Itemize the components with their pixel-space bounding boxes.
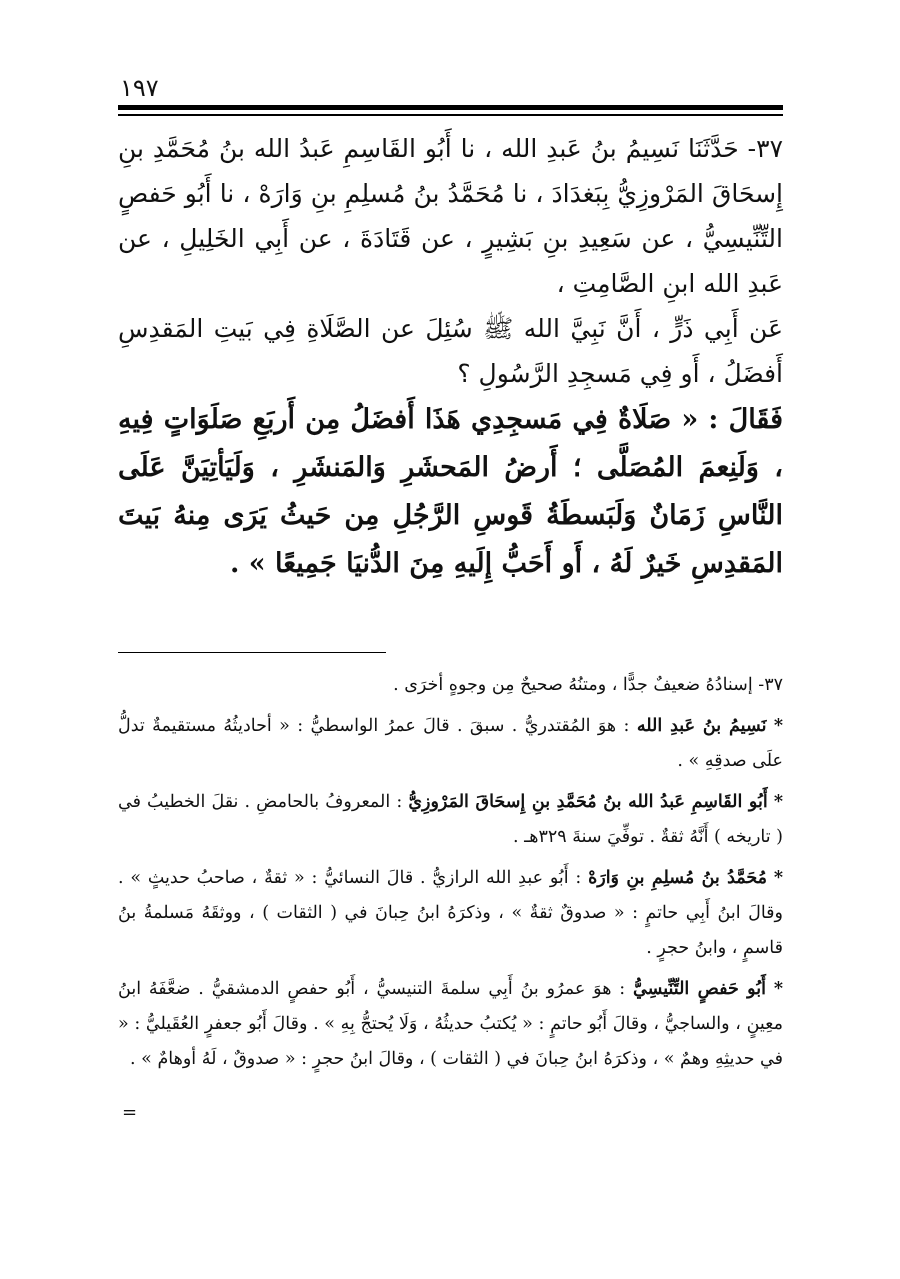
narrator-description: : هوَ المُقتدريُّ . سبقَ . قالَ عمرُ الواسطيُّ : « أحاديثُهُ مستقيمةٌ تدلُّ علَى صدقِهِ » . — [118, 716, 783, 771]
narrator-name: نَسِيمُ بنُ عَبدِ الله — [636, 716, 767, 736]
bullet-star: * — [773, 716, 783, 736]
continuation-mark: = — [122, 1102, 138, 1123]
footnote-narrator-2 — [118, 785, 783, 855]
page-number: ١٩٧ — [120, 74, 159, 102]
footnote-grading: ٣٧- إسنادُهُ ضعيفٌ جدًّا ، ومتنُهُ صحيحٌ مِن وجوهٍ أخرَى . — [393, 675, 783, 695]
isnad-paragraph: ٣٧- حَدَّثَنَا نَسِيمُ بنُ عَبدِ الله ، نا أَبُو القَاسِمِ عَبدُ الله بنُ مُحَمَّدِ بنِ إِسحَاقَ المَرْوزِيُّ بِبَغدَادَ ، نا مُحَمَّدُ بنُ مُسلِمِ بنِ وَارَهْ ، نا أَبُو حَفصٍ التِّنِّيسِيُّ ، عن سَعِيدِ بنِ بَشِيرٍ ، عن قَتَادَةَ ، عن أَبِي الخَلِيلِ ، عن عَبدِ الله ابنِ الصَّامِتِ ، — [118, 134, 783, 298]
bullet-star: * — [773, 792, 783, 812]
main-text — [118, 126, 783, 588]
narrator-description: : أَبُو عبدِ الله الرازيُّ . قالَ النسائيُّ : « ثقةٌ ، صاحبُ حديثٍ » . وقالَ ابنُ أَبِي حاتمٍ : « صدوقٌ ثقةٌ » ، وذكرَهُ ابنُ حِبانَ في ( الثقات ) ، ووثقَهُ مَسلمةُ بنُ قاسمٍ ، وابنُ حجرٍ . — [118, 868, 783, 958]
narrator-name: مُحَمَّدُ بنُ مُسلِمِ بنِ وَارَهْ — [588, 868, 768, 888]
header-rule-thin — [118, 114, 783, 116]
question-paragraph: عَن أَبِي ذَرٍّ ، أَنَّ نَبِيَّ الله ﷺ سُئِلَ عن الصَّلَاةِ فِي بَيتِ المَقدِسِ أَفضَلُ ، أَو فِي مَسجِدِ الرَّسُولِ ؟ — [118, 314, 783, 388]
narrator-name: أَبُو القَاسِمِ عَبدُ الله بنُ مُحَمَّدِ بنِ إِسحَاقَ المَرْوزِيُّ — [408, 792, 768, 812]
header-rule-thick — [118, 105, 783, 110]
bullet-star: * — [773, 979, 783, 999]
narrator-name: أَبُو حَفصٍ التِّنِّيسِيُّ — [633, 979, 766, 999]
footnotes — [118, 668, 783, 1077]
narrator-description: : هوَ عمرُو بنُ أَبِي سلمةَ التنيسيُّ ، أَبُو حفصٍ الدمشقيُّ . ضعَّفَهُ ابنُ معِينٍ ، والساجيُّ ، وقالَ أَبُو حاتمٍ : « يُكتبُ حديثُهُ ، وَلَا يُحتجُّ بِهِ » . وقالَ أَبُو جعفرٍ العُقَيليُّ : « في حديثِهِ وهمٌ » ، وذكرَهُ ابنُ حِبانَ في ( الثقات ) ، وقالَ ابنُ حجرٍ : « صدوقٌ ، لَهُ أوهامٌ » . — [118, 979, 783, 1069]
hadith-paragraph: فَقَالَ : « صَلَاةٌ فِي مَسجِدِي هَذَا أَفضَلُ مِن أَربَعِ صَلَوَاتٍ فِيهِ ، وَلَنِعمَ المُصَلَّى ؛ أَرضُ المَحشَرِ وَالمَنشَرِ ، وَلَيَأتِيَنَّ عَلَى النَّاسِ زَمَانٌ وَلَبَسطَةُ قَوسِ الرَّجُلِ مِن حَيثُ يَرَى مِنهُ بَيتَ المَقدِسِ خَيرٌ لَهُ ، أَو أَحَبُّ إِلَيهِ مِنَ الدُّنيَا جَمِيعًا » . — [118, 404, 783, 579]
narrator-description: : المعروفُ بالحامضِ . نقلَ الخطيبُ في ( تاريخه ) أَنَّهُ ثقةٌ . توفِّيَ سنةَ ٣٢٩هـ . — [118, 792, 783, 847]
footnote-narrator-3 — [118, 861, 783, 966]
footnote-narrator-1 — [118, 709, 783, 779]
footnote-narrator-4 — [118, 972, 783, 1077]
footnote-rule — [118, 652, 386, 653]
bullet-star: * — [773, 868, 783, 888]
